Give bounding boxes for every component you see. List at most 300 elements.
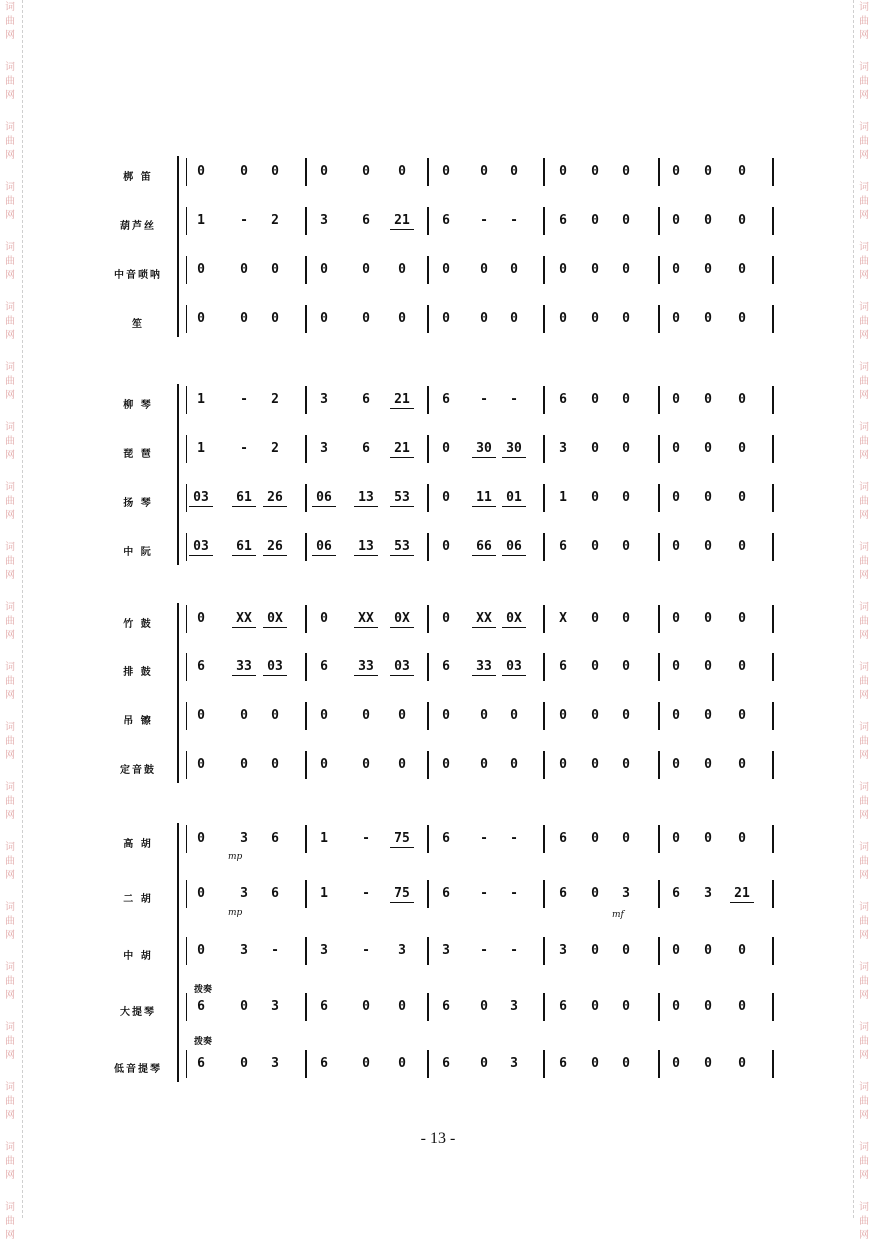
watermark-glyph: 词: [859, 722, 869, 733]
barline: [305, 386, 307, 414]
barline: [658, 825, 660, 853]
note-group: 1: [559, 490, 567, 505]
watermark-glyph: 曲: [5, 976, 15, 987]
note-group: 0: [240, 708, 248, 723]
note-group: 0: [704, 490, 712, 505]
barline: [305, 702, 307, 730]
note-group: 0: [398, 311, 406, 326]
note-group: 0: [559, 262, 567, 277]
note-group: 0: [672, 164, 680, 179]
watermark-glyph: 词: [5, 842, 15, 853]
note-group: 0: [398, 262, 406, 277]
note-group: 0: [271, 757, 279, 772]
instrument-label: 中 胡: [123, 951, 153, 962]
watermark-glyph: 曲: [5, 16, 15, 27]
note-group: -: [362, 886, 370, 901]
note-group: 3: [240, 886, 248, 901]
note-group: 03: [189, 539, 213, 556]
note-group: XX: [232, 611, 256, 628]
watermark-glyph: 词: [5, 62, 15, 73]
watermark-glyph: 词: [859, 242, 869, 253]
watermark-glyph: 词: [859, 542, 869, 553]
note-group: 0: [240, 262, 248, 277]
watermark-glyph: 网: [859, 1230, 869, 1241]
note-group: -: [510, 392, 518, 407]
watermark-glyph: 网: [859, 390, 869, 401]
note-group: 0: [320, 311, 328, 326]
watermark-glyph: 网: [5, 1110, 15, 1121]
barline: [186, 653, 187, 681]
note-group: 33: [232, 659, 256, 676]
watermark-glyph: 网: [5, 810, 15, 821]
barline: [305, 158, 307, 186]
note-group: 26: [263, 490, 287, 507]
note-group: 6: [442, 659, 450, 674]
note-group: 0: [271, 164, 279, 179]
watermark-glyph: 网: [5, 570, 15, 581]
barline: [543, 937, 545, 965]
note-group: 0: [362, 262, 370, 277]
note-group: 0: [738, 708, 746, 723]
note-group: 0: [271, 311, 279, 326]
note-group: 0: [738, 441, 746, 456]
barline: [186, 880, 187, 908]
watermark-glyph: 网: [5, 510, 15, 521]
note-group: 53: [390, 490, 414, 507]
watermark-glyph: 词: [5, 2, 15, 13]
note-group: 2: [271, 441, 279, 456]
note-group: 0: [704, 831, 712, 846]
note-group: 0: [591, 611, 599, 626]
note-group: 6: [442, 1056, 450, 1071]
note-group: 1: [197, 213, 205, 228]
note-group: 0: [320, 708, 328, 723]
note-group: 6: [362, 213, 370, 228]
note-group: 6: [271, 886, 279, 901]
note-group: 1: [197, 441, 205, 456]
note-group: 03: [189, 490, 213, 507]
watermark-glyph: 网: [859, 1170, 869, 1181]
barline: [772, 751, 774, 779]
note-group: 0: [442, 539, 450, 554]
note-group: 0: [738, 611, 746, 626]
note-group: 0: [672, 757, 680, 772]
staff-row: [0, 305, 876, 335]
watermark-glyph: 词: [5, 362, 15, 373]
note-group: 6: [442, 213, 450, 228]
watermark-glyph: 词: [859, 122, 869, 133]
staff-row: [0, 605, 876, 635]
barline: [543, 386, 545, 414]
note-group: 0: [672, 999, 680, 1014]
staff-row: [0, 386, 876, 416]
barline: [427, 937, 429, 965]
watermark-glyph: 曲: [859, 556, 869, 567]
watermark-glyph: 曲: [859, 496, 869, 507]
watermark-glyph: 网: [859, 90, 869, 101]
watermark-glyph: 网: [859, 150, 869, 161]
watermark-glyph: 曲: [859, 256, 869, 267]
note-group: 0: [672, 831, 680, 846]
watermark-glyph: 网: [5, 270, 15, 281]
barline: [658, 880, 660, 908]
note-group: 0: [738, 262, 746, 277]
watermark-glyph: 网: [859, 210, 869, 221]
watermark-glyph: 曲: [5, 1156, 15, 1167]
barline: [543, 825, 545, 853]
watermark-glyph: 网: [5, 870, 15, 881]
note-group: 0: [510, 708, 518, 723]
instrument-label: 吊 镲: [123, 716, 153, 727]
note-group: 0: [622, 757, 630, 772]
note-group: 6: [559, 999, 567, 1014]
note-group: -: [240, 441, 248, 456]
note-group: 3: [320, 441, 328, 456]
watermark-glyph: 曲: [5, 616, 15, 627]
note-group: 0: [672, 441, 680, 456]
note-group: 0: [704, 1056, 712, 1071]
watermark-glyph: 网: [5, 210, 15, 221]
watermark-glyph: 曲: [5, 1096, 15, 1107]
note-group: X: [559, 611, 567, 626]
instrument-label: 笙: [132, 319, 144, 330]
note-group: 0: [622, 392, 630, 407]
note-group: 0: [622, 213, 630, 228]
barline: [543, 256, 545, 284]
note-group: 0: [271, 262, 279, 277]
note-group: 0: [442, 490, 450, 505]
note-group: 30: [502, 441, 526, 458]
barline: [772, 386, 774, 414]
note-group: 06: [312, 539, 336, 556]
barline: [772, 533, 774, 561]
watermark-glyph: 网: [5, 330, 15, 341]
note-group: 0: [738, 943, 746, 958]
note-group: -: [271, 943, 279, 958]
watermark-glyph: 网: [859, 570, 869, 581]
note-group: 0: [480, 757, 488, 772]
barline: [658, 207, 660, 235]
barline: [305, 484, 307, 512]
note-group: 0: [591, 311, 599, 326]
instrument-label: 琵 琶: [123, 449, 153, 460]
note-group: 0: [559, 164, 567, 179]
note-group: 0: [591, 539, 599, 554]
note-group: -: [480, 943, 488, 958]
barline: [427, 605, 429, 633]
note-group: 0: [704, 311, 712, 326]
note-group: 0: [622, 164, 630, 179]
barline: [772, 207, 774, 235]
note-group: 0: [591, 943, 599, 958]
barline: [658, 256, 660, 284]
barline: [186, 256, 187, 284]
barline: [543, 751, 545, 779]
watermark-glyph: 曲: [859, 976, 869, 987]
barline: [772, 880, 774, 908]
note-group: 6: [559, 886, 567, 901]
staff-row: [0, 702, 876, 732]
watermark-glyph: 曲: [5, 256, 15, 267]
note-group: 0: [738, 831, 746, 846]
note-group: 0: [197, 164, 205, 179]
watermark-glyph: 网: [859, 990, 869, 1001]
note-group: 33: [472, 659, 496, 676]
note-group: 0X: [502, 611, 526, 628]
barline: [658, 305, 660, 333]
note-group: 0: [362, 708, 370, 723]
note-group: 0: [480, 708, 488, 723]
barline: [543, 1050, 545, 1078]
barline: [772, 158, 774, 186]
note-group: -: [480, 831, 488, 846]
note-group: 3: [271, 1056, 279, 1071]
note-group: 3: [510, 1056, 518, 1071]
watermark-glyph: 曲: [859, 1096, 869, 1107]
note-group: 30: [472, 441, 496, 458]
note-group: 61: [232, 539, 256, 556]
barline: [772, 825, 774, 853]
instrument-label: 排 鼓: [123, 667, 153, 678]
watermark-glyph: 曲: [859, 1036, 869, 1047]
note-group: 3: [320, 213, 328, 228]
barline: [427, 386, 429, 414]
note-group: 0: [672, 311, 680, 326]
note-group: 0: [738, 164, 746, 179]
note-group: 0: [591, 659, 599, 674]
note-group: 3: [704, 886, 712, 901]
watermark-glyph: 曲: [859, 376, 869, 387]
note-group: 3: [559, 943, 567, 958]
instrument-label: 低音提琴: [114, 1064, 162, 1075]
instrument-label: 中 阮: [123, 547, 153, 558]
barline: [186, 993, 187, 1021]
barline: [543, 484, 545, 512]
watermark-glyph: 网: [859, 630, 869, 641]
staff-row: [0, 484, 876, 514]
watermark-glyph: 曲: [5, 556, 15, 567]
watermark-glyph: 曲: [5, 376, 15, 387]
watermark-glyph: 曲: [859, 856, 869, 867]
note-group: 3: [240, 831, 248, 846]
watermark-glyph: 词: [859, 902, 869, 913]
note-group: 2: [271, 392, 279, 407]
note-group: 0: [591, 164, 599, 179]
note-group: 0: [591, 213, 599, 228]
note-group: 0: [622, 708, 630, 723]
note-group: 06: [502, 539, 526, 556]
staff-row: [0, 158, 876, 188]
note-group: 0: [320, 757, 328, 772]
staff-row: [0, 533, 876, 563]
note-group: 6: [559, 213, 567, 228]
note-group: 0: [510, 311, 518, 326]
note-group: 0: [672, 392, 680, 407]
note-group: 0: [704, 392, 712, 407]
staff-row: [0, 207, 876, 237]
watermark-glyph: 曲: [859, 916, 869, 927]
barline: [658, 702, 660, 730]
barline: [427, 880, 429, 908]
note-group: 0: [510, 164, 518, 179]
staff-row: [0, 880, 876, 910]
note-group: 6: [271, 831, 279, 846]
note-group: 6: [442, 831, 450, 846]
note-group: 3: [442, 943, 450, 958]
note-group: 6: [559, 1056, 567, 1071]
barline: [186, 158, 187, 186]
note-group: 0: [591, 831, 599, 846]
staff-row: [0, 435, 876, 465]
note-group: 0: [398, 999, 406, 1014]
watermark-glyph: 网: [5, 630, 15, 641]
note-group: -: [510, 886, 518, 901]
note-group: 0: [704, 659, 712, 674]
note-group: 0: [622, 311, 630, 326]
note-group: 0: [197, 757, 205, 772]
instrument-label: 柳 琴: [123, 400, 153, 411]
watermark-glyph: 网: [859, 750, 869, 761]
watermark-glyph: 曲: [859, 676, 869, 687]
note-group: 0: [197, 311, 205, 326]
note-group: 0: [559, 757, 567, 772]
watermark-glyph: 词: [5, 962, 15, 973]
barline: [772, 1050, 774, 1078]
note-group: 0: [672, 490, 680, 505]
pizz-marking-cello: 拨奏: [194, 985, 213, 995]
staff-row: [0, 256, 876, 286]
watermark-glyph: 词: [5, 422, 15, 433]
watermark-glyph: 曲: [859, 436, 869, 447]
note-group: 6: [559, 659, 567, 674]
note-group: 2: [271, 213, 279, 228]
watermark-glyph: 网: [5, 1170, 15, 1181]
barline: [772, 484, 774, 512]
note-group: -: [240, 392, 248, 407]
barline: [186, 751, 187, 779]
watermark-glyph: 曲: [5, 916, 15, 927]
barline: [543, 207, 545, 235]
barline: [543, 880, 545, 908]
note-group: 0: [442, 441, 450, 456]
watermark-glyph: 网: [5, 690, 15, 701]
watermark-glyph: 词: [5, 122, 15, 133]
note-group: 0: [559, 708, 567, 723]
note-group: 0: [704, 611, 712, 626]
watermark-glyph: 词: [859, 1082, 869, 1093]
note-group: 3: [559, 441, 567, 456]
note-group: 0: [591, 886, 599, 901]
barline: [305, 256, 307, 284]
barline: [427, 825, 429, 853]
note-group: 3: [271, 999, 279, 1014]
note-group: 0: [738, 490, 746, 505]
barline: [658, 435, 660, 463]
note-group: 21: [390, 441, 414, 458]
note-group: XX: [472, 611, 496, 628]
note-group: 0: [738, 213, 746, 228]
barline: [543, 702, 545, 730]
watermark-glyph: 网: [859, 870, 869, 881]
instrument-label: 大提琴: [120, 1007, 156, 1018]
note-group: 0: [240, 757, 248, 772]
note-group: 03: [263, 659, 287, 676]
note-group: 6: [320, 659, 328, 674]
watermark-glyph: 词: [859, 602, 869, 613]
barline: [305, 751, 307, 779]
dynamic-mp-gaohu: mp: [228, 852, 243, 862]
note-group: 0: [672, 213, 680, 228]
watermark-glyph: 词: [5, 902, 15, 913]
note-group: 0: [362, 311, 370, 326]
instrument-label: 梆 笛: [123, 172, 153, 183]
barline: [772, 305, 774, 333]
watermark-glyph: 曲: [5, 856, 15, 867]
note-group: 0: [398, 708, 406, 723]
note-group: 0: [622, 490, 630, 505]
watermark-glyph: 词: [859, 842, 869, 853]
note-group: 0: [704, 539, 712, 554]
barline: [543, 435, 545, 463]
note-group: 0: [591, 1056, 599, 1071]
note-group: 1: [197, 392, 205, 407]
barline: [658, 158, 660, 186]
note-group: 0: [704, 441, 712, 456]
note-group: 0: [398, 757, 406, 772]
note-group: 0: [320, 262, 328, 277]
note-group: 0: [197, 708, 205, 723]
note-group: -: [510, 213, 518, 228]
watermark-glyph: 词: [859, 422, 869, 433]
note-group: 0: [738, 999, 746, 1014]
watermark-glyph: 词: [5, 482, 15, 493]
note-group: 0: [480, 1056, 488, 1071]
watermark-glyph: 网: [5, 750, 15, 761]
watermark-glyph: 网: [859, 270, 869, 281]
watermark-glyph: 词: [859, 662, 869, 673]
watermark-glyph: 词: [859, 1202, 869, 1213]
note-group: 0: [738, 311, 746, 326]
note-group: 0: [197, 611, 205, 626]
watermark-glyph: 网: [5, 990, 15, 1001]
note-group: 0: [591, 708, 599, 723]
note-group: 0: [591, 441, 599, 456]
note-group: 0: [442, 311, 450, 326]
note-group: 26: [263, 539, 287, 556]
note-group: 0: [362, 164, 370, 179]
watermark-glyph: 网: [859, 450, 869, 461]
watermark-glyph: 网: [859, 810, 869, 821]
watermark-glyph: 词: [5, 662, 15, 673]
watermark-glyph: 曲: [5, 1216, 15, 1227]
dynamic-mp-erhu: mp: [228, 908, 243, 918]
note-group: 0: [442, 262, 450, 277]
staff-row: [0, 751, 876, 781]
note-group: 0: [480, 262, 488, 277]
staff-row: [0, 825, 876, 855]
note-group: 0X: [263, 611, 287, 628]
barline: [772, 702, 774, 730]
note-group: 0: [559, 311, 567, 326]
barline: [658, 484, 660, 512]
note-group: 0: [442, 757, 450, 772]
note-group: 0: [240, 164, 248, 179]
barline: [186, 435, 187, 463]
barline: [305, 533, 307, 561]
barline: [427, 533, 429, 561]
barline: [305, 605, 307, 633]
watermark-glyph: 网: [859, 510, 869, 521]
